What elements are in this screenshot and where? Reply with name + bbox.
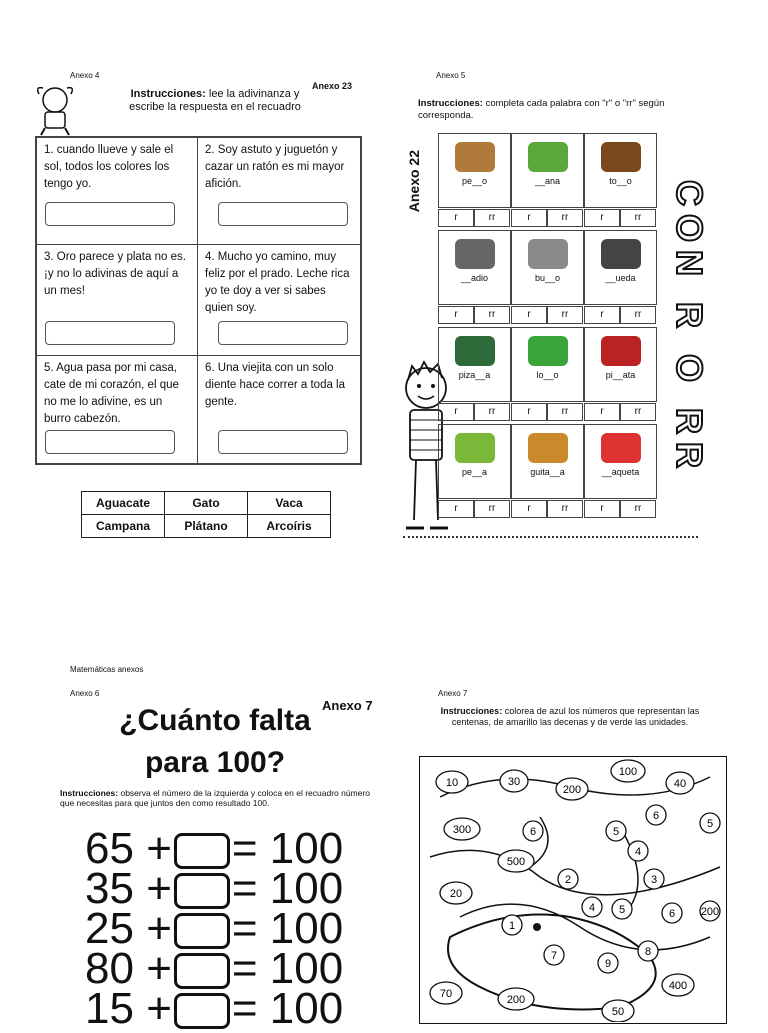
option-r[interactable]: r	[511, 403, 547, 421]
dinosaur-coloring-svg	[420, 757, 725, 1022]
number-oval[interactable]	[638, 941, 658, 961]
riddle-cell	[197, 355, 361, 464]
number-oval[interactable]	[558, 869, 578, 889]
number-oval[interactable]	[582, 897, 602, 917]
answer-bank	[81, 491, 331, 538]
answer-box[interactable]	[45, 430, 175, 454]
plus-sign: +	[146, 984, 172, 1033]
number-label: 10	[445, 777, 459, 789]
picture-icon	[601, 142, 641, 172]
word-blank: __aqueta	[601, 467, 640, 477]
sum-row	[85, 984, 344, 1033]
word-blank: __adio	[460, 273, 489, 283]
word-picture-cell	[511, 133, 584, 208]
option-rr[interactable]: rr	[547, 209, 583, 227]
addend: 65	[85, 824, 134, 873]
riddle-cell	[36, 244, 198, 356]
riddle-text: 1. cuando llueve y sale el sol, todos los colores los tengo yo.	[44, 144, 174, 190]
number-oval[interactable]	[500, 770, 528, 792]
number-oval[interactable]	[556, 778, 588, 800]
number-label: 200	[562, 784, 582, 796]
number-oval[interactable]	[612, 899, 632, 919]
picture-icon	[455, 142, 495, 172]
picture-icon	[455, 433, 495, 463]
number-label: 5	[706, 818, 714, 830]
number-label: 300	[452, 824, 472, 836]
option-rr[interactable]: rr	[620, 403, 656, 421]
section-label: Matemáticas anexos	[70, 665, 144, 674]
picture-icon	[601, 433, 641, 463]
number-label: 20	[449, 888, 463, 900]
answer-word: Vaca	[248, 492, 331, 515]
riddle-text: 6. Una viejita con un solo diente hace correr a toda la gente.	[205, 362, 346, 408]
coloring-picture	[419, 756, 727, 1024]
option-rr[interactable]: rr	[547, 500, 583, 518]
number-label: 100	[618, 766, 638, 778]
number-oval[interactable]	[444, 818, 480, 840]
word-picture-cell	[438, 230, 511, 305]
option-rr[interactable]: rr	[547, 306, 583, 324]
anexo5-label: Anexo 5	[436, 71, 466, 80]
anexo4-instructions: Instrucciones: lee la adivinanza y escribe la respuesta en el recuadro	[129, 88, 301, 113]
number-label: 4	[634, 846, 642, 858]
answer-box[interactable]	[45, 321, 175, 345]
number-label: 500	[506, 856, 526, 868]
option-r[interactable]: r	[584, 306, 620, 324]
equals-100: = 100	[231, 864, 344, 913]
word-picture-cell	[584, 424, 657, 499]
number-label: 2	[564, 874, 572, 886]
riddle-cell	[36, 355, 198, 464]
word-blank: bu__o	[534, 273, 561, 283]
equals-100: = 100	[231, 904, 344, 953]
picture-icon	[528, 142, 568, 172]
anexo6-instructions: Instrucciones: observa el número de la izquierda y coloca en el recuadro número que necesitas para que juntos den como resultado 100.	[60, 788, 370, 808]
option-r[interactable]: r	[438, 403, 474, 421]
word-picture-cell	[511, 424, 584, 499]
plus-sign: +	[146, 904, 172, 953]
addend: 25	[85, 904, 134, 953]
option-r[interactable]: r	[438, 209, 474, 227]
word-picture-cell	[584, 230, 657, 305]
option-rr[interactable]: rr	[620, 306, 656, 324]
number-oval[interactable]	[602, 1000, 634, 1022]
anexo4-label: Anexo 4	[70, 71, 100, 80]
option-r[interactable]: r	[511, 209, 547, 227]
equals-100: = 100	[231, 944, 344, 993]
addend: 15	[85, 984, 134, 1033]
number-label: 5	[612, 826, 620, 838]
anexo6-title	[95, 700, 335, 784]
anexo6-corner-tag: Anexo 7	[322, 698, 373, 713]
picture-icon	[601, 336, 641, 366]
picture-icon	[601, 239, 641, 269]
number-oval[interactable]	[430, 982, 462, 1004]
word-picture-cell	[438, 327, 511, 402]
number-oval[interactable]	[598, 953, 618, 973]
answer-box[interactable]	[174, 833, 230, 869]
word-blank: pe__o	[461, 176, 488, 186]
number-oval[interactable]	[644, 869, 664, 889]
number-oval[interactable]	[523, 821, 543, 841]
answer-box[interactable]	[218, 202, 348, 226]
picture-icon	[455, 239, 495, 269]
option-rr[interactable]: rr	[474, 403, 510, 421]
title-line: para 100?	[144, 746, 286, 779]
answer-box[interactable]	[45, 202, 175, 226]
answer-box[interactable]	[174, 873, 230, 909]
number-oval[interactable]	[436, 771, 468, 793]
equals-100: = 100	[231, 824, 344, 873]
number-oval[interactable]	[700, 901, 720, 921]
answer-box[interactable]	[218, 321, 348, 345]
answer-box[interactable]	[218, 430, 348, 454]
word-picture-cell	[584, 327, 657, 402]
number-oval[interactable]	[646, 805, 666, 825]
riddle-text: 5. Agua pasa por mi casa, cate de mi corazón, el que no me lo adivine, es un burro cabezón.	[44, 362, 179, 425]
con-r-o-rr-banner: CON R O RR	[669, 180, 710, 476]
number-oval[interactable]	[440, 882, 472, 904]
number-oval[interactable]	[498, 988, 534, 1010]
number-label: 7	[550, 950, 558, 962]
word-blank: pe__a	[461, 467, 488, 477]
number-oval[interactable]	[606, 821, 626, 841]
anexo7-instructions: Instrucciones: colorea de azul los números que representan las centenas, de amarillo las decenas y de verde las unidades.	[440, 706, 700, 727]
number-oval[interactable]	[700, 813, 720, 833]
riddle-cell	[197, 137, 361, 245]
addend: 80	[85, 944, 134, 993]
title-line: ¿Cuánto falta	[119, 704, 311, 737]
word-picture-cell	[438, 133, 511, 208]
number-oval[interactable]	[544, 945, 564, 965]
option-rr[interactable]: rr	[474, 306, 510, 324]
option-rr[interactable]: rr	[474, 209, 510, 227]
picture-icon	[528, 336, 568, 366]
option-r[interactable]: r	[584, 403, 620, 421]
dotted-divider	[403, 536, 698, 544]
number-label: 5	[618, 904, 626, 916]
word-picture-cell	[584, 133, 657, 208]
option-r[interactable]: r	[511, 500, 547, 518]
picture-icon	[455, 336, 495, 366]
word-blank: lo__o	[536, 370, 559, 380]
number-label: 6	[668, 908, 676, 920]
option-rr[interactable]: rr	[474, 500, 510, 518]
word-picture-cell	[438, 424, 511, 499]
number-label: 9	[604, 958, 612, 970]
riddle-cell	[36, 137, 198, 245]
number-label: 6	[652, 810, 660, 822]
answer-word: Campana	[82, 515, 165, 538]
number-oval[interactable]	[628, 841, 648, 861]
answer-word: Arcoíris	[248, 515, 331, 538]
number-label: 8	[644, 946, 652, 958]
picture-icon	[528, 239, 568, 269]
number-label: 70	[439, 988, 453, 1000]
word-blank: __ana	[534, 176, 561, 186]
anexo5-instructions: Instrucciones: completa cada palabra con "r" o "rr" según corresponda.	[418, 98, 665, 121]
word-blank: piza__a	[458, 370, 491, 380]
anexo5-side-title: Anexo 22	[406, 150, 422, 213]
answer-word: Gato	[165, 492, 248, 515]
number-label: 6	[529, 826, 537, 838]
equals-100: = 100	[231, 984, 344, 1033]
addend: 35	[85, 864, 134, 913]
riddle-text: 3. Oro parece y plata no es. ¡y no lo adivinas de aquí a un mes!	[44, 251, 186, 297]
number-label: 1	[508, 920, 516, 932]
number-label: 200	[700, 906, 720, 918]
plus-sign: +	[146, 824, 172, 873]
option-r[interactable]: r	[511, 306, 547, 324]
option-r[interactable]: r	[438, 500, 474, 518]
word-picture-cell	[511, 230, 584, 305]
riddle-text: 4. Mucho yo camino, muy feliz por el prado. Leche rica yo te doy a ver si sabes quien soy.	[205, 251, 350, 314]
option-r[interactable]: r	[584, 209, 620, 227]
number-oval[interactable]	[662, 903, 682, 923]
riddle-cell	[197, 244, 361, 356]
number-label: 30	[507, 776, 521, 788]
word-picture-cell	[511, 327, 584, 402]
riddle-text: 2. Soy astuto y juguetón y cazar un ratón es mi mayor afición.	[205, 144, 345, 190]
word-blank: pi__ata	[605, 370, 636, 380]
number-label: 50	[611, 1006, 625, 1018]
number-label: 3	[650, 874, 658, 886]
option-r[interactable]: r	[584, 500, 620, 518]
option-r[interactable]: r	[438, 306, 474, 324]
anexo6-label: Anexo 6	[70, 689, 100, 698]
plus-sign: +	[146, 944, 172, 993]
girl-clipart	[33, 84, 77, 136]
word-blank: to__o	[609, 176, 632, 186]
riddle-grid	[35, 136, 362, 465]
answer-box[interactable]	[174, 953, 230, 989]
number-oval[interactable]	[611, 760, 645, 782]
answer-word: Aguacate	[82, 492, 165, 515]
picture-icon	[528, 433, 568, 463]
answer-word: Plátano	[165, 515, 248, 538]
answer-box[interactable]	[174, 913, 230, 949]
number-label: 40	[673, 778, 687, 790]
number-oval[interactable]	[662, 974, 694, 996]
number-label: 200	[506, 994, 526, 1006]
word-blank: __ueda	[605, 273, 636, 283]
anexo4-corner-tag: Anexo 23	[312, 81, 353, 91]
option-rr[interactable]: rr	[620, 209, 656, 227]
number-oval[interactable]	[498, 850, 534, 872]
anexo7-label: Anexo 7	[438, 689, 468, 698]
number-oval[interactable]	[666, 772, 694, 794]
number-label: 400	[668, 980, 688, 992]
number-oval[interactable]	[502, 915, 522, 935]
option-rr[interactable]: rr	[547, 403, 583, 421]
plus-sign: +	[146, 864, 172, 913]
option-rr[interactable]: rr	[620, 500, 656, 518]
word-blank: guita__a	[530, 467, 565, 477]
number-label: 4	[588, 902, 596, 914]
